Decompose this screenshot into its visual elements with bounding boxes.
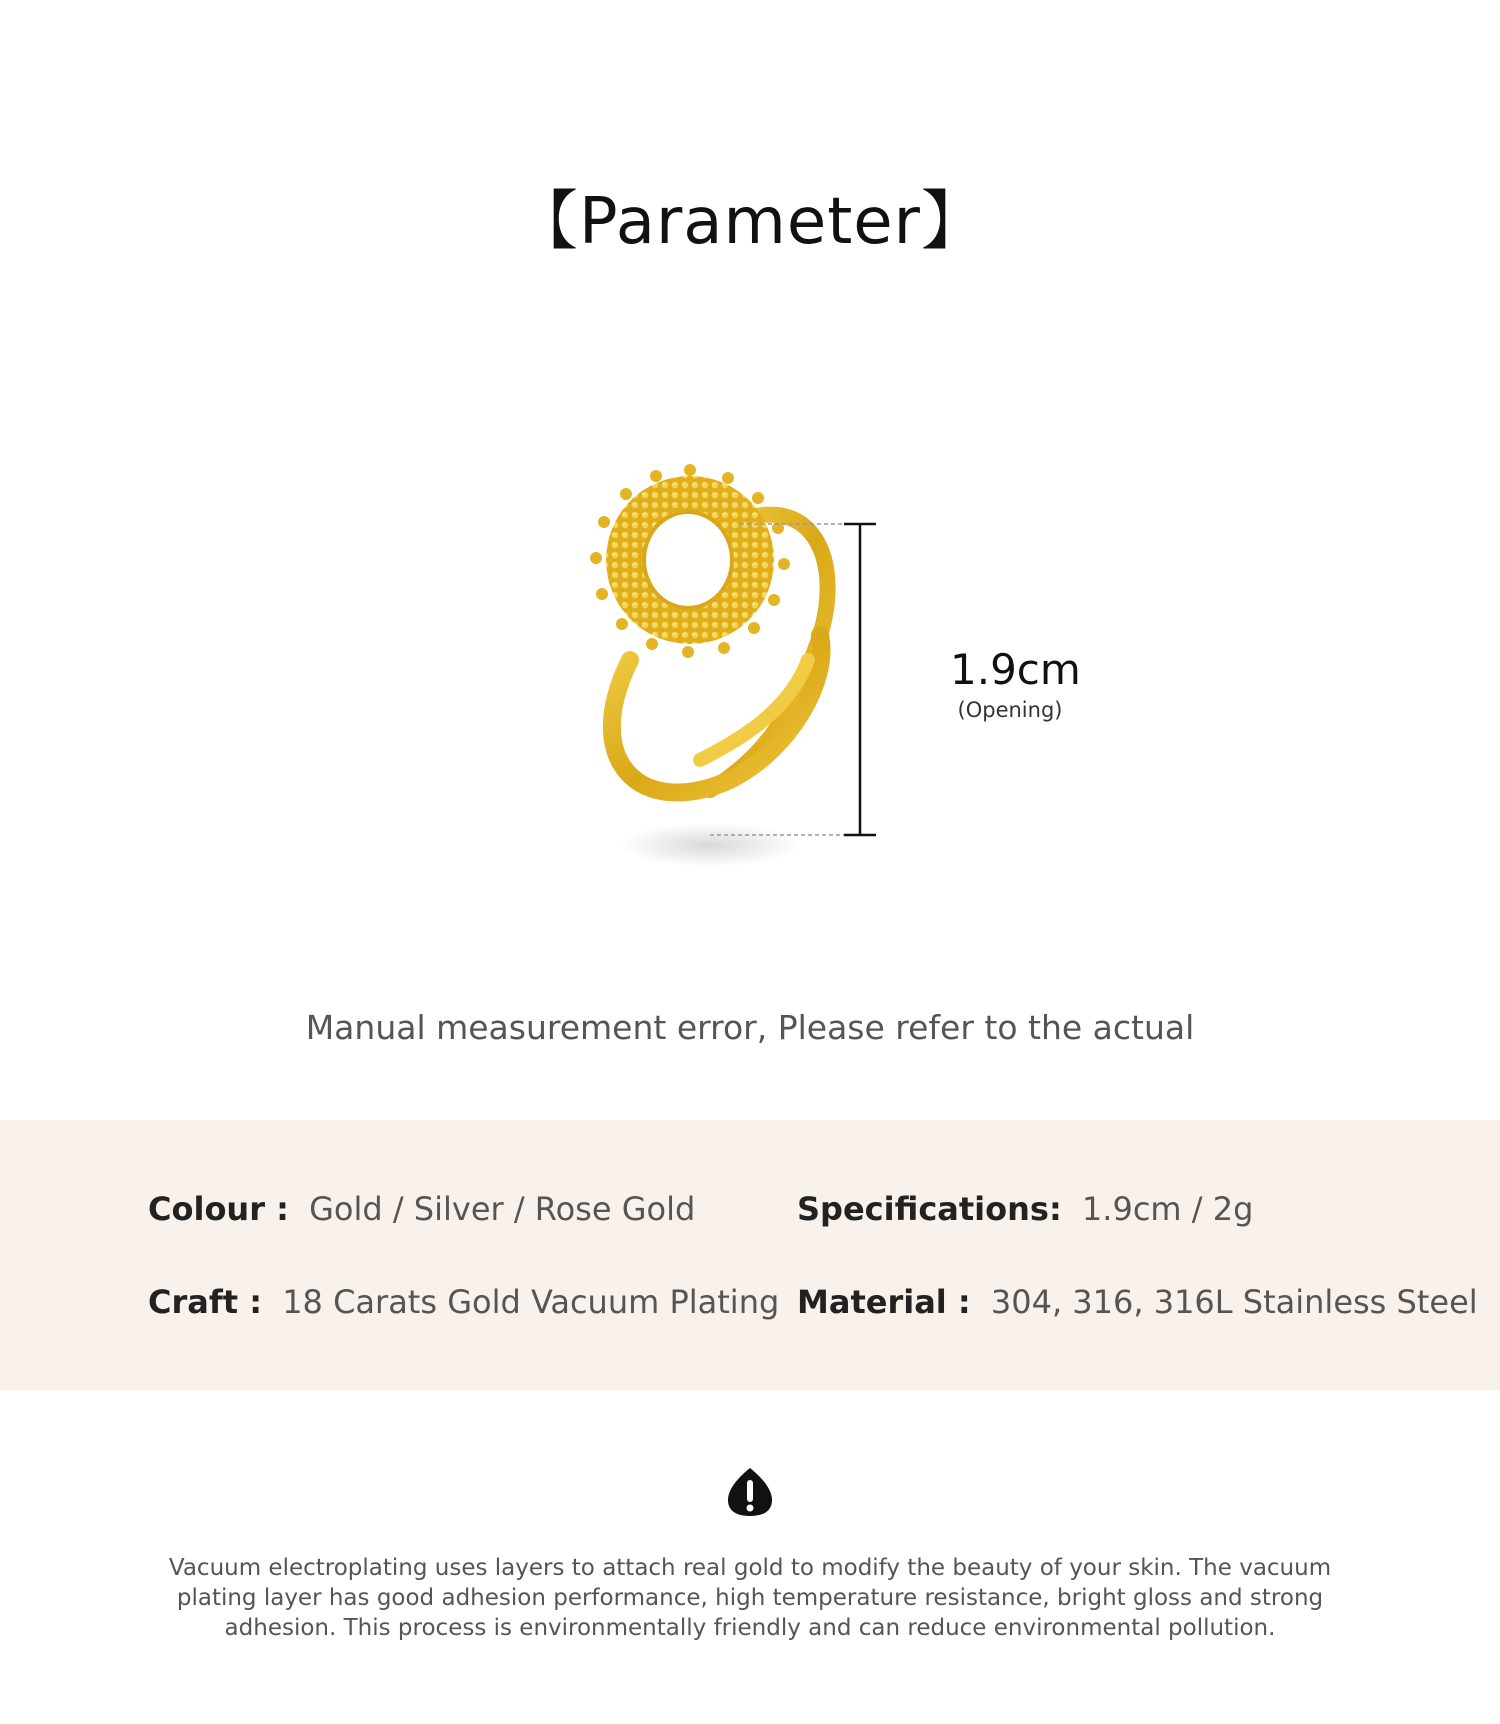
exclamation-icon [726,1466,774,1518]
spec-specifications-label: Specifications: [797,1190,1062,1228]
spec-specifications-value: 1.9cm / 2g [1081,1190,1254,1228]
spec-colour-value: Gold / Silver / Rose Gold [309,1190,696,1228]
spec-material-label: Material : [797,1283,971,1321]
dimension-label [950,645,1081,725]
dimension-value: 1.9cm [950,645,1081,694]
spec-colour [148,1190,695,1228]
dimension-note: (Opening) [957,698,1063,722]
spec-craft-value: 18 Carats Gold Vacuum Plating [282,1283,780,1321]
spec-craft [148,1283,779,1321]
spec-craft-label: Craft : [148,1283,263,1321]
plating-description: Vacuum electroplating uses layers to attach real gold to modify the beauty of your skin. The vacuum plating layer has good adhesion performance, high temperature resistance, bright gloss and strong adhesion. This process is environmentally friendly and can reduce environmental pollution. [168,1555,1332,1641]
measurement-notice: Manual measurement error, Please refer to the actual [305,1008,1195,1047]
spec-material [797,1283,1478,1321]
page-title: 【Parameter】 [514,185,986,259]
spec-colour-label: Colour : [148,1190,289,1228]
spec-band [0,1120,1500,1390]
spec-material-value: 304, 316, 316L Stainless Steel [990,1283,1478,1321]
spec-specifications [797,1190,1253,1228]
